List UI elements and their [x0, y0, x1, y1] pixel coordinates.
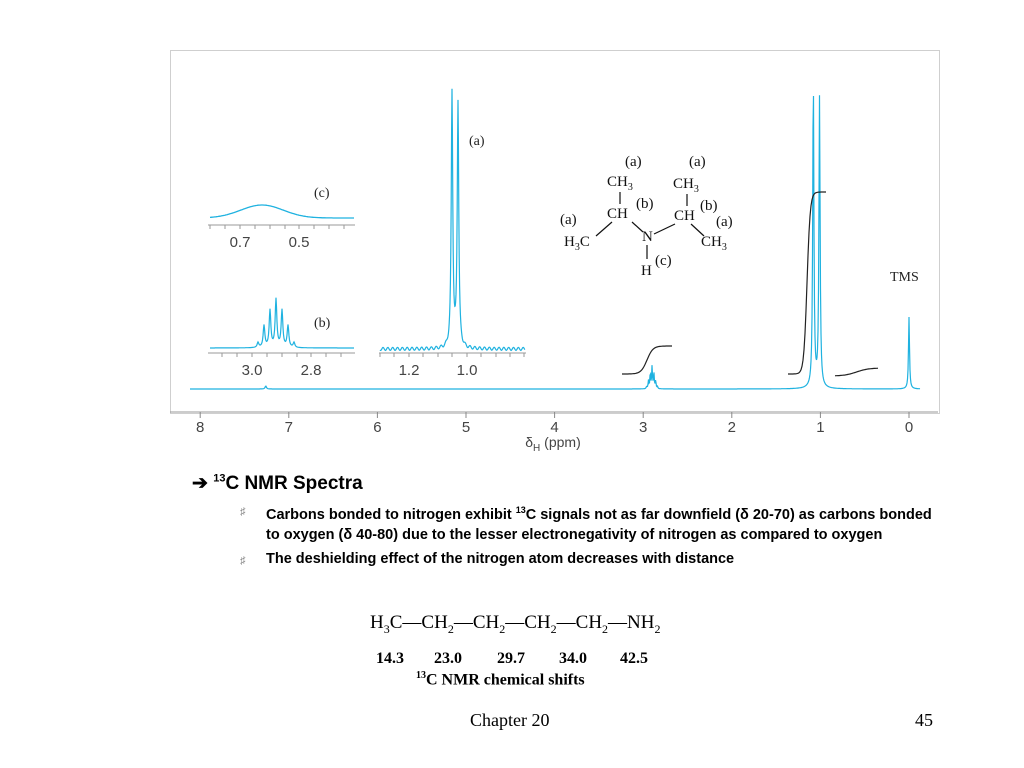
inset-b-tick-label: 2.8	[300, 362, 322, 379]
shift-value: 23.0	[434, 650, 462, 667]
inset-c-trace	[210, 205, 354, 218]
mol-nitrogen: N	[642, 229, 653, 245]
inset-c	[208, 186, 355, 251]
inset-b-tick-label: 3.0	[241, 362, 263, 379]
x-axis-tick-label: 5	[461, 419, 471, 436]
bullet-superscript: 13	[515, 505, 526, 515]
pentylamine-formula: $H_3C—CH_2—CH_2—CH_2—CH_2—NH_2$	[370, 612, 661, 636]
x-axis-tick-label: 8	[196, 419, 205, 436]
bullet-text-post: C signals not as far downfield (δ 20-70) as carbons bonded to oxygen (δ 40-80) due to the lesser electronegativity of nitrogen as compared to oxygen	[266, 506, 932, 543]
inset-b-label: (b)	[314, 316, 331, 331]
diisopropylamine-structure	[560, 154, 733, 279]
mol-label-b: (b)	[700, 198, 718, 214]
integral-curve-c	[835, 368, 878, 376]
x-axis-tick-label: 6	[373, 419, 382, 436]
mol-label-a: (a)	[625, 154, 642, 170]
shift-value: 42.5	[620, 650, 648, 667]
x-axis-tick-label: 7	[284, 419, 293, 436]
inset-a-trace	[380, 89, 525, 351]
shift-value: 29.7	[497, 650, 525, 667]
section-heading	[192, 472, 363, 495]
x-axis-ticks	[196, 412, 913, 436]
x-axis-tick-label: 4	[550, 419, 559, 436]
inset-c-tick-label: 0.7	[229, 234, 251, 251]
inset-a	[379, 89, 526, 379]
mol-ch3-left: $CH_3$	[607, 174, 633, 193]
page-number: 45	[915, 710, 933, 730]
shift-caption: $^{13}$C NMR chemical shifts	[416, 670, 585, 689]
integral-curve-b	[622, 346, 672, 374]
mol-hydrogen: H	[641, 263, 652, 279]
mol-ch3-right: $CH_3$	[673, 176, 699, 195]
arrow-icon: ➔	[192, 473, 208, 494]
inset-a-tick-label: 1.0	[456, 362, 478, 379]
pentylamine-figure	[370, 612, 750, 692]
mol-label-a: (a)	[716, 214, 733, 230]
footer-chapter: Chapter 20	[470, 710, 550, 730]
mol-ch3-right-lower: $CH_3$	[701, 234, 727, 253]
heading-title: C NMR Spectra	[225, 473, 363, 494]
inset-a-tick-label: 1.2	[398, 362, 420, 379]
bullet-list	[240, 500, 940, 573]
inset-b-trace	[210, 298, 354, 348]
x-axis-title: $\delta_H$ (ppm)	[525, 434, 581, 454]
x-axis-tick-label: 1	[816, 419, 825, 436]
x-axis-tick-label: 3	[639, 419, 648, 436]
mol-ch-left: CH	[607, 206, 628, 222]
list-item	[240, 500, 940, 545]
bullet-text-pre: Carbons bonded to nitrogen exhibit	[266, 506, 516, 523]
tms-label: TMS	[890, 270, 919, 285]
inset-b	[208, 298, 355, 379]
shift-value: 14.3	[376, 650, 404, 667]
inset-a-label: (a)	[469, 134, 485, 149]
list-item	[240, 549, 940, 569]
x-axis-tick-label: 0	[904, 419, 914, 436]
heading-superscript: 13	[213, 472, 226, 485]
inset-c-label: (c)	[314, 186, 330, 201]
mol-label-a: (a)	[560, 212, 577, 228]
mol-label-a: (a)	[689, 154, 706, 170]
shift-value: 34.0	[559, 650, 587, 667]
mol-label-b: (b)	[636, 196, 654, 212]
bullet-text: The deshielding effect of the nitrogen atom decreases with distance	[266, 550, 735, 567]
bullet-icon: ♯	[240, 554, 246, 567]
main-spectrum	[170, 95, 938, 454]
mol-h3c-left: $H_3C$	[564, 234, 590, 253]
mol-ch-right: CH	[674, 208, 695, 224]
x-axis-tick-label: 2	[727, 419, 736, 436]
mol-label-c: (c)	[655, 253, 672, 269]
inset-c-tick-label: 0.5	[288, 234, 310, 251]
bullet-icon: ♯	[240, 506, 246, 518]
